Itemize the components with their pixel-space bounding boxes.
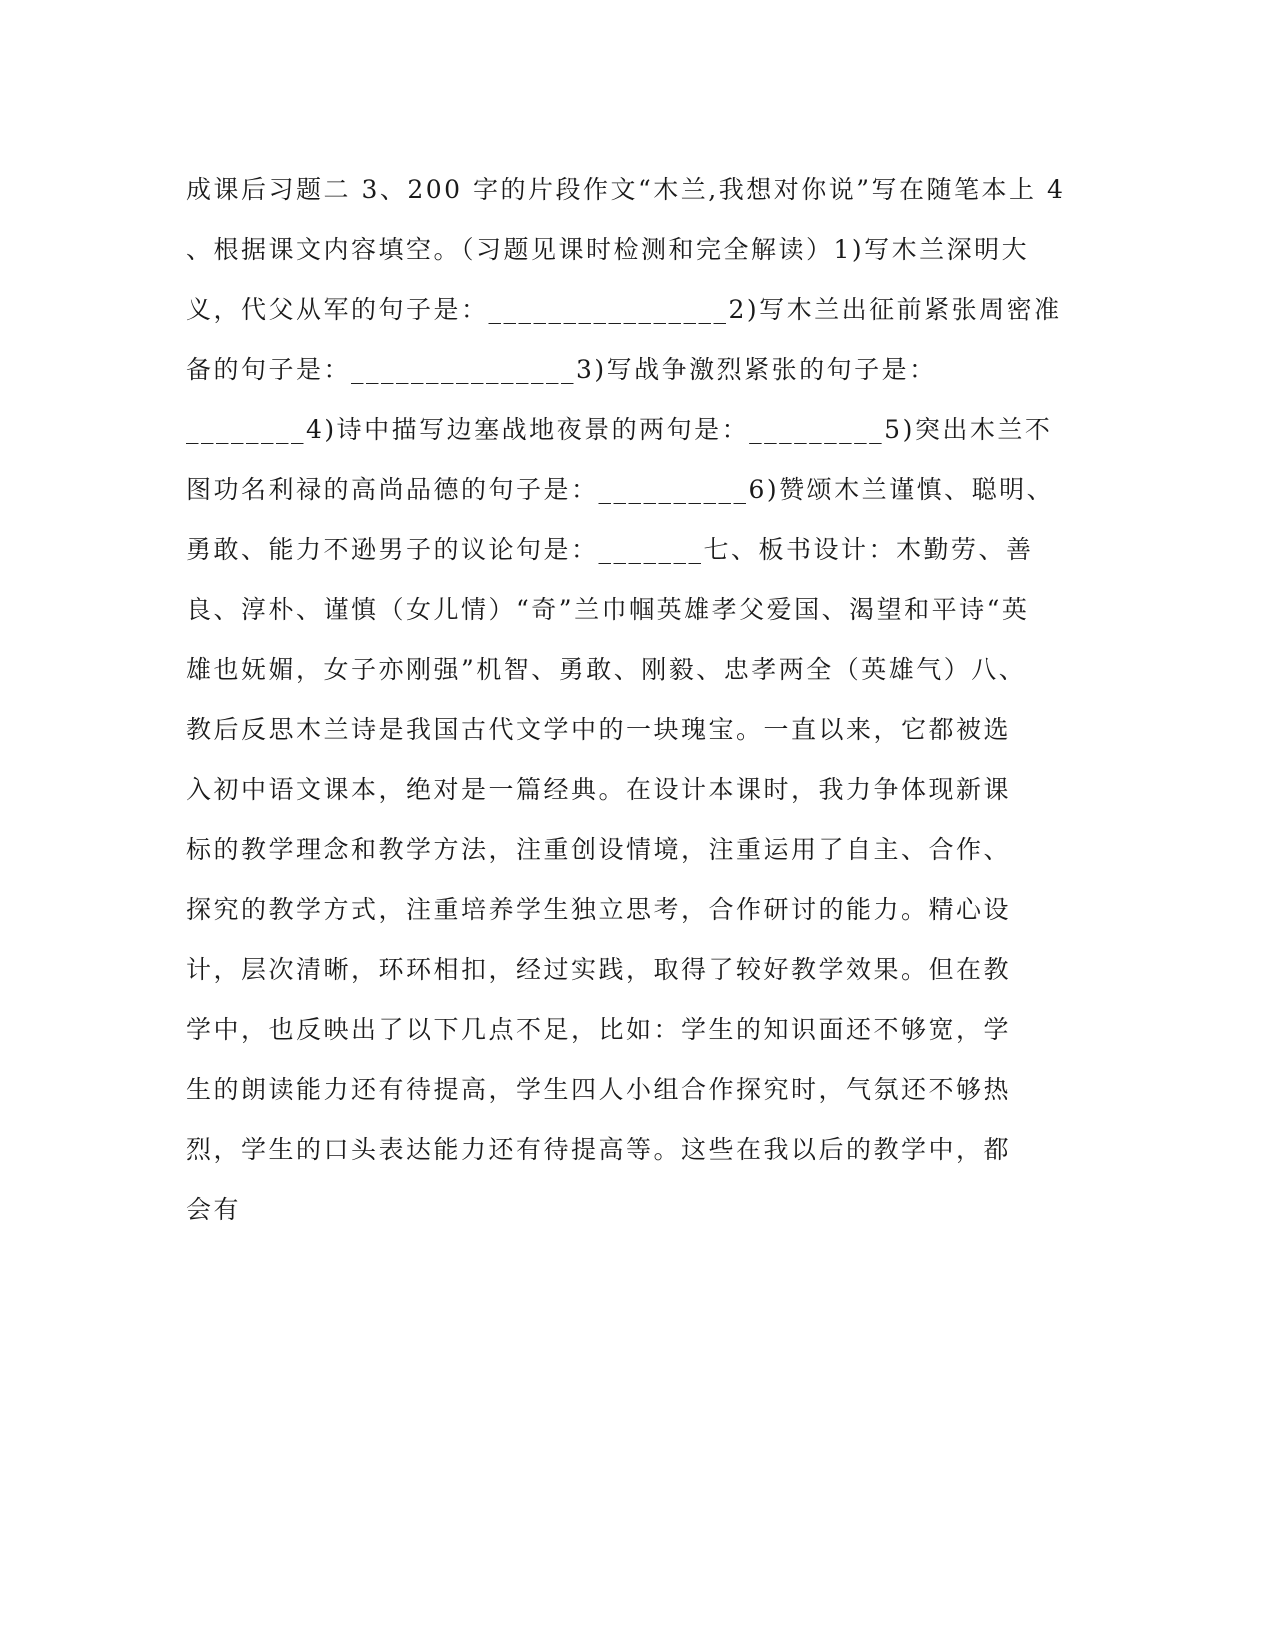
text-line: 学中，也反映出了以下几点不足，比如：学生的知识面还不够宽，学 xyxy=(186,1015,1012,1044)
text-line: ________4)诗中描写边塞战地夜景的两句是：_________5)突出木兰不 xyxy=(186,415,1053,444)
text-line: 入初中语文课本，绝对是一篇经典。在设计本课时，我力争体现新课 xyxy=(186,775,1012,804)
text-line: 计，层次清晰，环环相扣，经过实践，取得了较好教学效果。但在教 xyxy=(186,955,1012,984)
text-line: 生的朗读能力还有待提高，学生四人小组合作探究时，气氛还不够热 xyxy=(186,1075,1012,1104)
text-line: 教后反思木兰诗是我国古代文学中的一块瑰宝。一直以来，它都被选 xyxy=(186,715,1012,744)
text-line: 烈，学生的口头表达能力还有待提高等。这些在我以后的教学中，都 xyxy=(186,1135,1012,1164)
text-line: 良、淳朴、谨慎（女儿情）“奇”兰巾帼英雄孝父爱国、渴望和平诗“英 xyxy=(186,595,1030,624)
text-line: 、根据课文内容填空。（习题见课时检测和完全解读）1)写木兰深明大 xyxy=(186,235,1030,264)
text-line: 勇敢、能力不逊男子的议论句是：_______七、板书设计：木勤劳、善 xyxy=(186,535,1034,564)
text-line: 雄也妩媚，女子亦刚强”机智、勇敢、刚毅、忠孝两全（英雄气）八、 xyxy=(186,655,1027,684)
text-line: 义，代父从军的句子是：________________2)写木兰出征前紧张周密准 xyxy=(186,295,1062,324)
text-line: 成课后习题二 3、200 字的片段作文“木兰,我想对你说”写在随笔本上 4 xyxy=(186,175,1066,204)
text-line: 探究的教学方式，注重培养学生独立思考，合作研讨的能力。精心设 xyxy=(186,895,1012,924)
text-line: 会有 xyxy=(186,1195,242,1224)
text-line: 图功名利禄的高尚品德的句子是：__________6)赞颂木兰谨慎、聪明、 xyxy=(186,475,1055,504)
text-line: 备的句子是：_______________3)写战争激烈紧张的句子是： xyxy=(186,355,937,384)
body-text xyxy=(186,160,1086,1240)
text-line: 标的教学理念和教学方法，注重创设情境，注重运用了自主、合作、 xyxy=(186,835,1012,864)
